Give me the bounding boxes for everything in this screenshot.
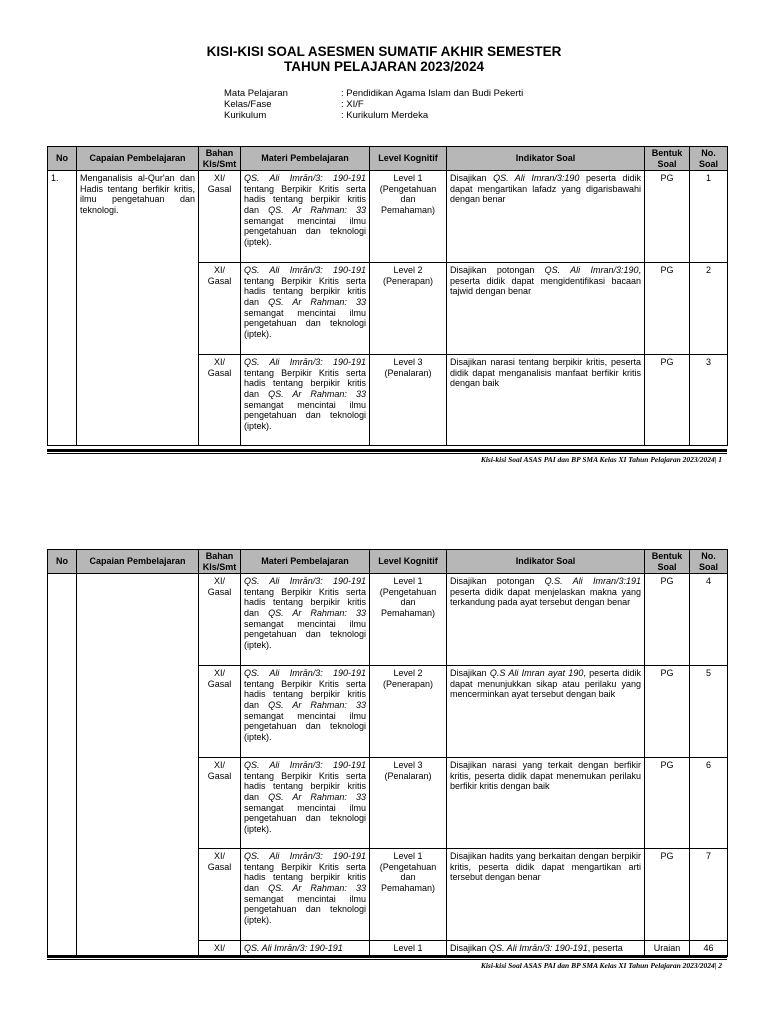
materi-mid: tentang Berpikir Kritis serta hadis tentang berpikir kritis dan [244, 183, 366, 215]
level-cell [370, 263, 447, 355]
bentuk-cell: PG [645, 263, 690, 355]
materi-mid: tentang Berpikir Kritis serta hadis tentang berpikir kritis dan [244, 678, 366, 710]
materi-qs2: QS. Ar Rahman: 33 [268, 699, 366, 710]
footer-rule-thin [47, 453, 727, 454]
ind-italic: QS. Ali Imran/3:190 [493, 173, 580, 184]
materi-mid: tentang Berpikir Kritis serta hadis tentang berpikir kritis dan [244, 586, 366, 618]
level-d: Pemahaman) [380, 882, 436, 893]
indikator-cell [447, 263, 645, 355]
grid-table-page-1 [47, 146, 728, 446]
ind-italic: QS. Ali Imrān/3: 190-191 [489, 943, 588, 954]
footer-rule [47, 955, 727, 958]
materi-cell [241, 574, 370, 666]
ind-pre: Disajikan [450, 943, 490, 954]
level-b: (Penerapan) [382, 678, 434, 689]
col-bahan-line1: Bahan [205, 148, 234, 158]
meta-value: : Pendidikan Agama Islam dan Budi Pekerti [341, 88, 524, 99]
meta-value: : Kurikulum Merdeka [341, 110, 429, 121]
level-a: Level 2 [393, 265, 423, 276]
bahan-cell [199, 666, 241, 758]
bahan-a: XI/ [213, 760, 225, 771]
level-cell [370, 758, 447, 849]
bentuk-cell: PG [645, 666, 690, 758]
meta-key: Mata Pelajaran [224, 88, 288, 99]
level-d: Pemahaman) [380, 607, 436, 618]
indikator-cell [447, 355, 645, 446]
level-b: (Pengetahuan [379, 183, 437, 194]
nosoal-cell: 7 [690, 849, 728, 941]
bahan-b: Gasal [207, 183, 232, 194]
level-a: Level 3 [393, 760, 423, 771]
page-footer: Kisi-kisi Soal ASAS PAI dan BP SMA Kelas XI Tahun Pelajaran 2023/2024| 1 [480, 455, 722, 464]
col-nosoal-line1: No. [701, 551, 716, 561]
nosoal-cell: 4 [690, 574, 728, 666]
bahan-cell [199, 263, 241, 355]
meta-row-subject [224, 88, 523, 99]
bahan-b: Gasal [207, 770, 232, 781]
col-bahan-line2: Kls/Smt [202, 561, 237, 572]
materi-mid: tentang Berpikir Kritis serta hadis tentang berpikir kritis dan [244, 861, 366, 893]
materi-end: semangat mencintai ilmu pengetahuan dan teknologi (iptek). [244, 215, 366, 247]
bahan-b: Gasal [207, 861, 232, 872]
col-bentuk [645, 550, 690, 574]
bentuk-cell: Uraian [645, 941, 690, 957]
level-c: dan [400, 194, 416, 205]
materi-mid: tentang Berpikir Kritis serta hadis tentang berpikir kritis dan [244, 770, 366, 802]
col-bahan-line2: Kls/Smt [202, 158, 237, 169]
ind-post: peserta didik dapat menjelaskan makna yang terkandung pada ayat tersebut dengan benar [450, 586, 641, 608]
bahan-b: Gasal [207, 275, 232, 286]
meta-key: Kelas/Fase [224, 99, 272, 110]
col-bentuk-line2: Soal [657, 158, 677, 169]
footer-rule [47, 449, 727, 452]
bahan-cell [199, 355, 241, 446]
indikator-cell [447, 941, 645, 957]
nosoal-cell: 1 [690, 171, 728, 263]
col-nosoal [690, 550, 728, 574]
row-number: 1. [48, 171, 77, 446]
level-a: Level 1 [393, 851, 423, 862]
nosoal-cell: 2 [690, 263, 728, 355]
col-nosoal-line2: Soal [698, 158, 718, 169]
level-b: (Pengetahuan [379, 586, 437, 597]
table-row [48, 171, 728, 263]
ind-pre: Disajikan hadits yang berkaitan dengan berpikir kritis, peserta didik dapat mengartikan arti tersebut dengan benar [450, 851, 641, 883]
col-bahan-line1: Bahan [205, 551, 234, 561]
level-b: (Pengetahuan [379, 861, 437, 872]
nosoal-cell: 6 [690, 758, 728, 849]
ind-pre: Disajikan [450, 668, 490, 679]
ind-italic: Q.S Ali Imran ayat 190 [489, 668, 584, 679]
materi-end: semangat mencintai ilmu pengetahuan dan teknologi (iptek). [244, 802, 366, 834]
ind-pre: Disajikan [450, 173, 494, 184]
col-nosoal [690, 147, 728, 171]
bentuk-cell: PG [645, 574, 690, 666]
materi-qs2: QS. Ar Rahman: 33 [268, 791, 366, 802]
level-c: dan [400, 872, 416, 883]
ind-post: peserta didik dapat mengartikan lafadz yang digarisbawahi dengan benar [450, 173, 642, 205]
meta-row-curriculum [224, 110, 523, 121]
bahan-b: Gasal [207, 678, 232, 689]
bahan-a: XI/ [213, 265, 225, 276]
materi-end: semangat mencintai ilmu pengetahuan dan teknologi (iptek). [244, 618, 366, 650]
level-a: Level 1 [393, 576, 423, 587]
level-cell [370, 355, 447, 446]
bentuk-cell: PG [645, 758, 690, 849]
bahan-cell [199, 171, 241, 263]
level-b: (Penerapan) [382, 275, 434, 286]
document-title: KISI-KISI SOAL ASESMEN SUMATIF AKHIR SEMESTER [206, 44, 562, 59]
meta-row-class [224, 99, 523, 110]
level-b: (Penalaran) [384, 367, 432, 378]
materi-qs1: QS. Ali Imrān/3: 190-191 [244, 576, 366, 587]
grid-table-page-2 [47, 549, 728, 957]
level-cell [370, 666, 447, 758]
level-d: Pemahaman) [380, 204, 436, 215]
materi-qs1: QS. Ali Imrān/3: 190-191 [244, 265, 366, 276]
bahan-a: XI/ [213, 357, 225, 368]
materi-end: semangat mencintai ilmu pengetahuan dan teknologi (iptek). [244, 893, 366, 925]
col-bentuk-line1: Bentuk [651, 551, 683, 561]
capaian-text [77, 574, 199, 957]
capaian-text: Menganalisis al-Qur'an dan Hadis tentang berfikir kritis, ilmu pengetahuan dan teknologi. [77, 171, 199, 446]
footer-rule-thin [47, 959, 727, 960]
col-bentuk [645, 147, 690, 171]
level-a: Level 3 [393, 357, 423, 368]
materi-cell [241, 849, 370, 941]
bentuk-cell: PG [645, 849, 690, 941]
materi-qs2: QS. Ar Rahman: 33 [268, 296, 366, 307]
document-subtitle: TAHUN PELAJARAN 2023/2024 [283, 59, 485, 74]
col-materi: Materi Pembelajaran [241, 550, 370, 574]
materi-qs2: QS. Ar Rahman: 33 [268, 388, 366, 399]
nosoal-cell: 5 [690, 666, 728, 758]
row-number [48, 574, 77, 957]
materi-qs1: QS. Ali Imrān/3: 190-191 [244, 943, 343, 954]
bahan-a: XI/ [213, 173, 225, 184]
col-bentuk-line1: Bentuk [651, 148, 683, 158]
indikator-cell [447, 171, 645, 263]
ind-post: , peserta didik dapat mengidentifikasi bacaan tajwid dengan benar [450, 265, 641, 297]
materi-mid: tentang Berpikir Kritis serta hadis tentang berpikir kritis dan [244, 367, 366, 399]
level-a: Level 2 [393, 668, 423, 679]
level-cell [370, 574, 447, 666]
bentuk-cell: PG [645, 171, 690, 263]
materi-qs1: QS. Ali Imrān/3: 190-191 [244, 173, 366, 184]
indikator-cell [447, 574, 645, 666]
col-bahan [199, 147, 241, 171]
ind-italic: Q.S. Ali Imran/3:191 [544, 576, 641, 587]
bahan-a: XI/ [213, 576, 225, 587]
bahan-a: XI/ [213, 668, 225, 679]
table-header-row [48, 147, 728, 171]
col-nosoal-line1: No. [701, 148, 716, 158]
bahan-a: XI/ [213, 851, 225, 862]
col-capaian: Capaian Pembelajaran [77, 550, 199, 574]
level-cell [370, 849, 447, 941]
materi-cell [241, 941, 370, 957]
materi-qs1: QS. Ali Imrān/3: 190-191 [244, 668, 366, 679]
page-footer: Kisi-kisi Soal ASAS PAI dan BP SMA Kelas XI Tahun Pelajaran 2023/2024| 2 [480, 961, 722, 970]
materi-cell [241, 758, 370, 849]
col-level: Level Kognitif [370, 147, 447, 171]
materi-mid: tentang Berpikir Kritis serta hadis tentang berpikir kritis dan [244, 275, 366, 307]
materi-end: semangat mencintai ilmu pengetahuan dan teknologi (iptek). [244, 399, 366, 431]
materi-end: semangat mencintai ilmu pengetahuan dan teknologi (iptek). [244, 307, 366, 339]
level-b: (Penalaran) [384, 770, 432, 781]
table-row [48, 574, 728, 666]
materi-qs1: QS. Ali Imrān/3: 190-191 [244, 851, 366, 862]
materi-qs2: QS. Ar Rahman: 33 [268, 607, 366, 618]
indikator-cell [447, 849, 645, 941]
bahan-b: Gasal [207, 367, 232, 378]
ind-post: , peserta [587, 943, 623, 954]
bahan-cell [199, 758, 241, 849]
col-nosoal-line2: Soal [698, 561, 718, 572]
nosoal-cell: 3 [690, 355, 728, 446]
materi-cell [241, 355, 370, 446]
col-materi: Materi Pembelajaran [241, 147, 370, 171]
ind-italic: QS. Ali Imran/3:190 [544, 265, 639, 276]
materi-qs2: QS. Ar Rahman: 33 [268, 204, 366, 215]
col-no: No [48, 550, 77, 574]
indikator-cell [447, 758, 645, 849]
bahan-b: Gasal [207, 586, 232, 597]
materi-qs1: QS. Ali Imrān/3: 190-191 [244, 760, 366, 771]
table-header-row [48, 550, 728, 574]
materi-qs2: QS. Ar Rahman: 33 [268, 882, 366, 893]
bahan-cell [199, 849, 241, 941]
meta-value: : XI/F [341, 99, 364, 110]
col-level: Level Kognitif [370, 550, 447, 574]
meta-info [224, 88, 523, 121]
level-c: dan [400, 597, 416, 608]
col-bahan [199, 550, 241, 574]
col-indikator: Indikator Soal [447, 147, 645, 171]
col-no: No [48, 147, 77, 171]
level-cell: Level 1 [370, 941, 447, 957]
ind-pre: Disajikan narasi yang terkait dengan berfikir kritis, peserta didik dapat menemukan perilaku berfikir kritis dengan baik [450, 760, 641, 792]
col-indikator: Indikator Soal [447, 550, 645, 574]
ind-pre: Disajikan narasi tentang berpikir kritis, peserta didik dapat menganalisis manfaat berfikir kritis dengan baik [450, 357, 641, 389]
meta-key: Kurikulum [224, 110, 267, 121]
ind-post: , peserta didik dapat menunjukkan sikap atau perilaku yang mencerminkan ayat tersebut dengan baik [450, 668, 641, 700]
materi-cell [241, 263, 370, 355]
ind-pre: Disajikan potongan [450, 576, 545, 587]
nosoal-cell: 46 [690, 941, 728, 957]
bahan-cell: XI/ [199, 941, 241, 957]
col-capaian: Capaian Pembelajaran [77, 147, 199, 171]
materi-cell [241, 171, 370, 263]
col-bentuk-line2: Soal [657, 561, 677, 572]
materi-end: semangat mencintai ilmu pengetahuan dan teknologi (iptek). [244, 710, 366, 742]
indikator-cell [447, 666, 645, 758]
level-a: Level 1 [393, 173, 423, 184]
level-cell [370, 171, 447, 263]
ind-pre: Disajikan potongan [450, 265, 545, 276]
bahan-cell [199, 574, 241, 666]
materi-qs1: QS. Ali Imrān/3: 190-191 [244, 357, 366, 368]
bentuk-cell: PG [645, 355, 690, 446]
materi-cell [241, 666, 370, 758]
